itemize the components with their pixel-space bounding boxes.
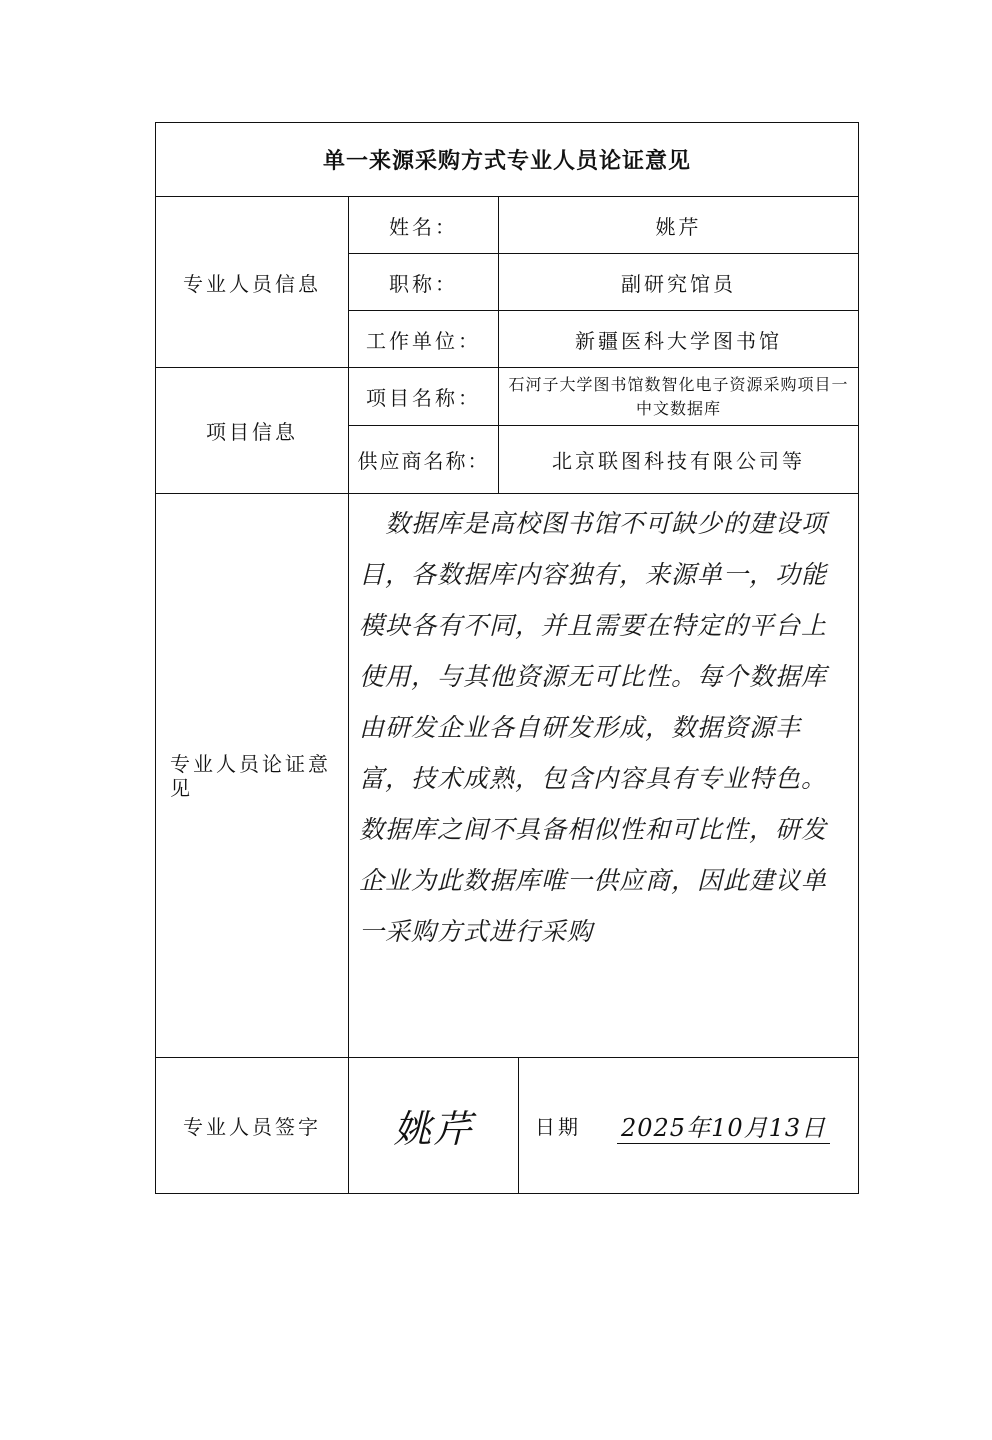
name-label: 姓名： [348,196,499,254]
opinion-section-label: 专业人员论证意见 [155,493,349,1058]
title-label: 职称： [348,253,499,311]
title-value: 副研究馆员 [498,253,859,311]
employer-label: 工作单位： [348,310,499,368]
date-value: 2025年10月13日 [617,1108,830,1144]
name-value: 姚芹 [498,196,859,254]
project-name-label: 项目名称： [348,367,499,426]
form-title: 单一来源采购方式专业人员论证意见 [155,122,859,197]
date-label: 日期 [535,1115,581,1139]
expert-info-section-label: 专业人员信息 [155,196,349,368]
signature-label: 专业人员签字 [155,1057,349,1194]
project-name-value: 石河子大学图书馆数智化电子资源采购项目一中文数据库 [498,367,859,426]
date-cell [518,1057,859,1194]
project-info-section-label: 项目信息 [155,367,349,494]
supplier-value: 北京联图科技有限公司等 [498,425,859,494]
employer-value: 新疆医科大学图书馆 [498,310,859,368]
supplier-label: 供应商名称： [348,425,499,494]
signature-value: 姚芹 [348,1057,519,1194]
argumentation-form [155,122,859,1194]
opinion-handwritten-text: 数据库是高校图书馆不可缺少的建设项目，各数据库内容独有，来源单一，功能模块各有不同，并且需要在特定的平台上使用，与其他资源无可比性。每个数据库由研发企业各自研发形成，数据资源丰富，技术成熟，包含内容具有专业特色。数据库之间不具备相似性和可比性，研发企业为此数据库唯一供应商，因此建议单一采购方式进行采购 [348,493,859,1058]
